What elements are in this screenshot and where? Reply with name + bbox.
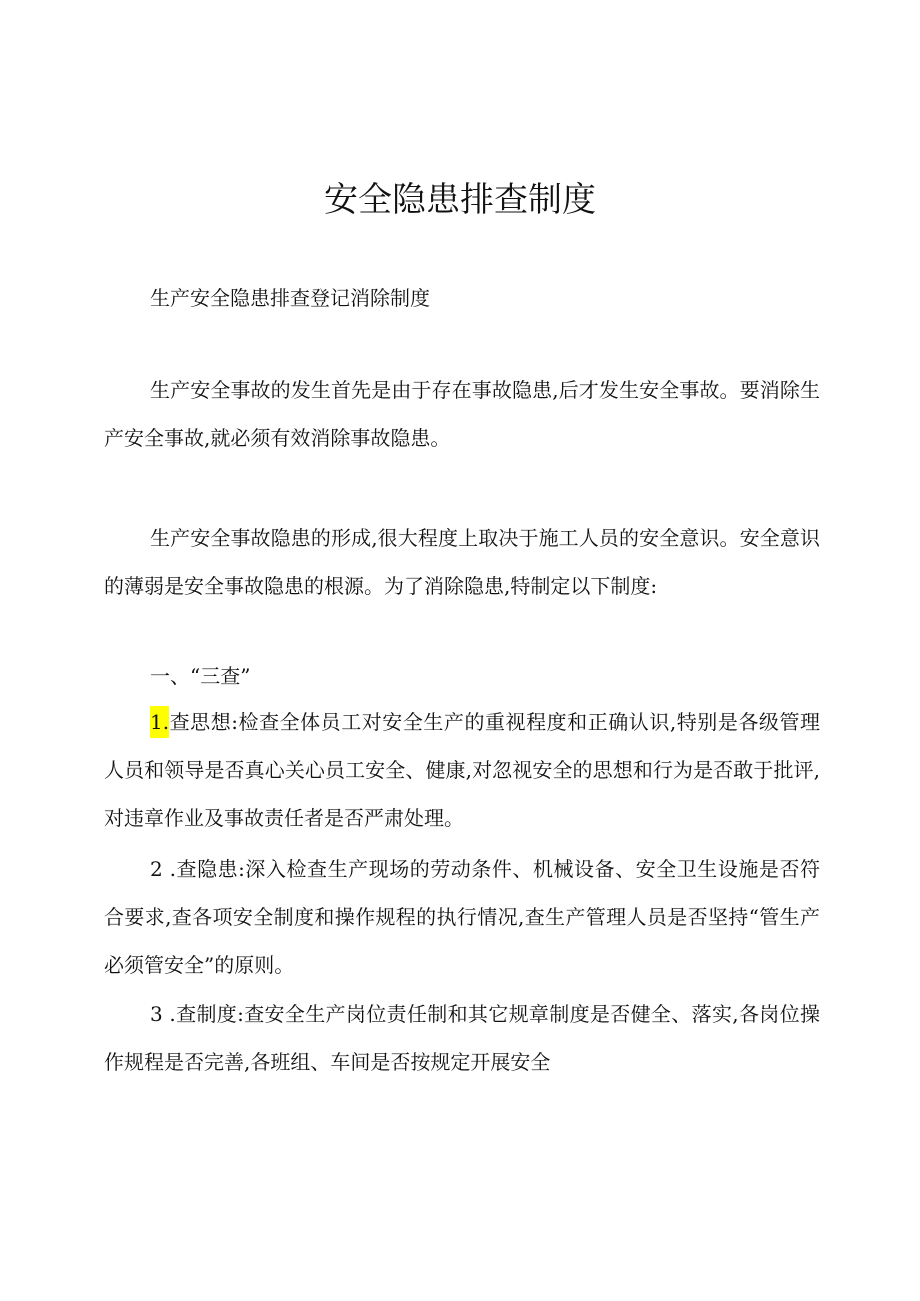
list-item-text: 查思想:检查全体员工对安全生产的重视程度和正确认识,特别是各级管理人员和领导是否真心关心员工安全、健康,对忽视安全的思想和行为是否敢于批评,对违章作业及事故责任者是否严肃处理。 (104, 710, 820, 830)
paragraph-safety-awareness: 生产安全事故隐患的形成,很大程度上取决于施工人员的安全意识。安全意识的薄弱是安全事故隐患的根源。为了消除隐患,特制定以下制度: (104, 526, 820, 598)
list-item-check-thinking (104, 698, 820, 842)
list-item-number: 3 . (150, 1002, 176, 1026)
list-item-text: 查隐患:深入检查生产现场的劳动条件、机械设备、安全卫生设施是否符合要求,查各项安全制度和操作规程的执行情况,查生产管理人员是否坚持“管生产必须管安全”的原则。 (104, 857, 820, 977)
document-title: 安全隐患排查制度 (324, 180, 596, 220)
paragraph-accident-causes: 生产安全事故的发生首先是由于存在事故隐患,后才发生安全事故。要消除生产安全事故,就必须有效消除事故隐患。 (104, 378, 820, 450)
document-subtitle: 生产安全隐患排查登记消除制度 (150, 286, 430, 310)
list-item-check-hazards (104, 845, 820, 989)
list-item-text: 查制度:查安全生产岗位责任制和其它规章制度是否健全、落实,各岗位操作规程是否完善,各班组、车间是否按规定开展安全 (104, 1002, 820, 1074)
highlighted-item-number: 1. (150, 706, 169, 738)
list-item-check-rules (104, 990, 820, 1086)
section-heading-three-checks: 一、“三查” (150, 664, 251, 688)
list-item-number: 2 . (150, 857, 176, 881)
